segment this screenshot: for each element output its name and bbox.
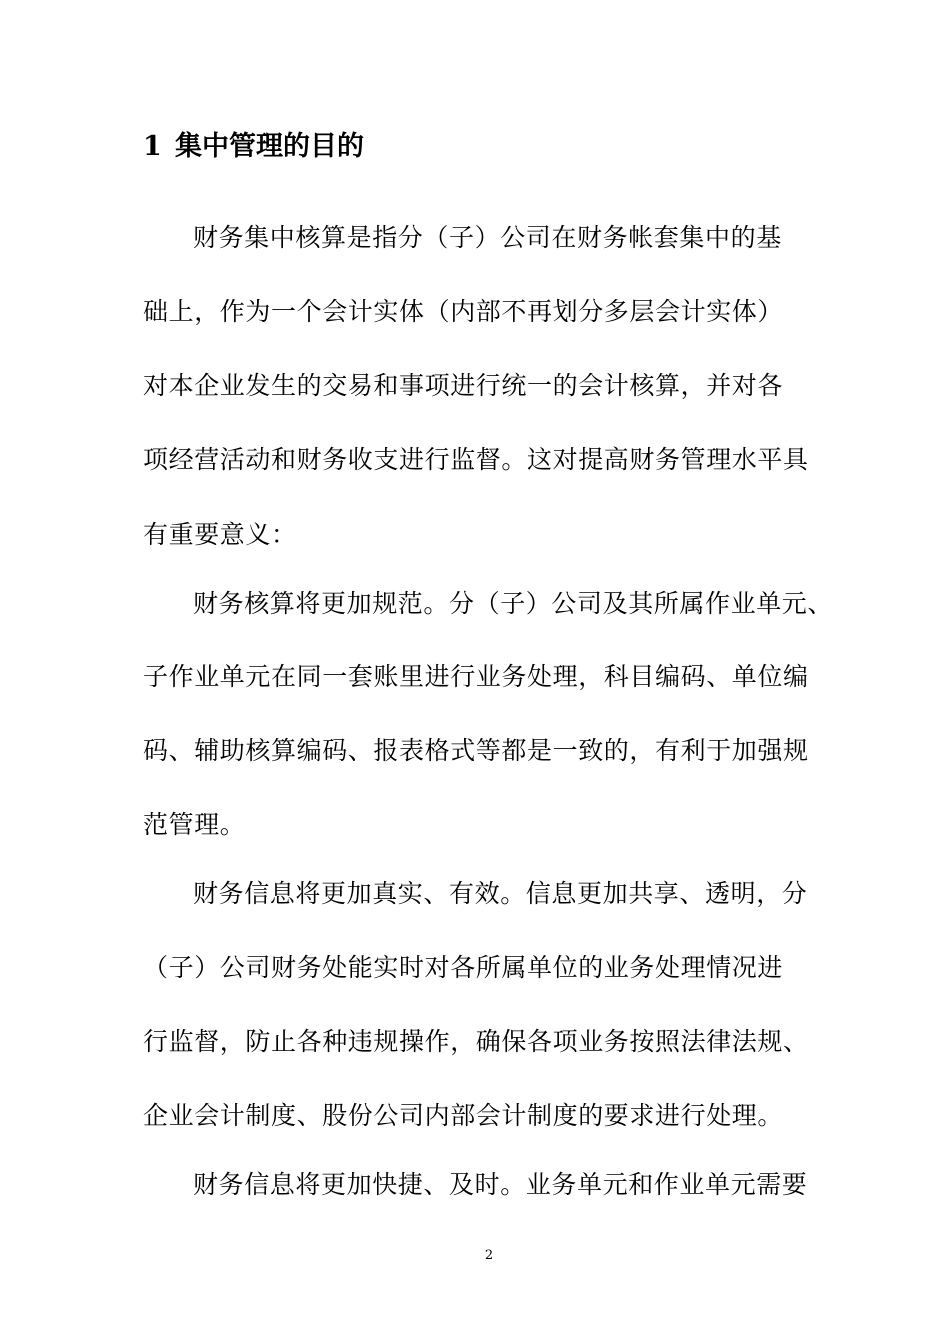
paragraph-2-line-1: 财务核算将更加规范。分（子）公司及其所属作业单元、 — [193, 589, 834, 618]
section-heading — [143, 125, 364, 169]
page-number: 2 — [484, 1248, 494, 1263]
paragraph-1-line-1: 财务集中核算是指分（子）公司在财务帐套集中的基 — [193, 223, 782, 252]
paragraph-2-line-3: 码、辅助核算编码、报表格式等都是一致的，有利于加强规 — [143, 736, 809, 765]
section-number: 1 — [143, 131, 162, 162]
paragraph-3-line-4: 企业会计制度、股份公司内部会计制度的要求进行处理。 — [143, 1101, 784, 1130]
paragraph-1-line-5: 有重要意义： — [143, 520, 297, 549]
paragraph-3-line-3: 行监督，防止各种违规操作，确保各项业务按照法律法规、 — [143, 1027, 809, 1056]
paragraph-2-line-4: 范管理。 — [143, 810, 246, 839]
paragraph-1-line-2: 础上，作为一个会计实体（内部不再划分多层会计实体） — [143, 297, 784, 326]
section-title: 集中管理的目的 — [175, 131, 364, 162]
paragraph-1-line-4: 项经营活动和财务收支进行监督。这对提高财务管理水平具 — [143, 445, 809, 474]
paragraph-3-line-1: 财务信息将更加真实、有效。信息更加共享、透明，分 — [193, 879, 808, 908]
paragraph-4-line-1: 财务信息将更加快捷、及时。业务单元和作业单元需要 — [193, 1170, 808, 1199]
paragraph-2-line-2: 子作业单元在同一套账里进行业务处理，科目编码、单位编 — [143, 662, 809, 691]
paragraph-1-line-3: 对本企业发生的交易和事项进行统一的会计核算，并对各 — [143, 371, 784, 400]
paragraph-3-line-2: （子）公司财务处能实时对各所属单位的业务处理情况进 — [143, 953, 784, 982]
